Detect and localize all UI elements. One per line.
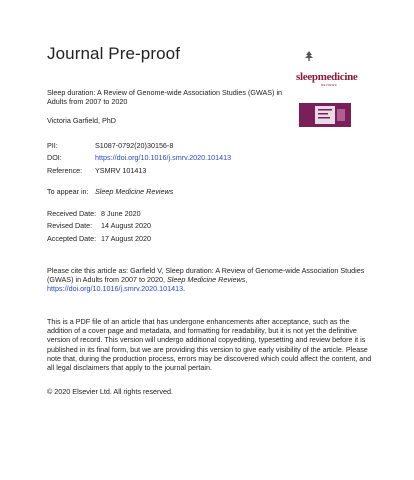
received-date-value: 8 June 2020 bbox=[101, 209, 141, 218]
citation-end: . bbox=[183, 284, 186, 294]
citation-text: Please cite this article as: Garfield V, Sleep duration: A Review of Genome-wide Association Studies (GWAS) in Adults from 2007 to 2020, bbox=[47, 266, 365, 285]
reference-value: YSMRV 101413 bbox=[95, 166, 147, 175]
pii-value: S1087-0792(20)30156-8 bbox=[95, 141, 174, 150]
citation-journal: Sleep Medicine Reviews bbox=[166, 275, 246, 285]
author-name: Victoria Garfield, PhD bbox=[47, 116, 116, 125]
doi-label: DOI: bbox=[47, 153, 62, 162]
revised-date-label: Revised Date: bbox=[47, 221, 93, 230]
journal-cover-image bbox=[299, 103, 351, 127]
pre-proof-notice: This is a PDF file of an article that has undergone enhancements after acceptance, such as the addition of a cover page and metadata, and formatting for readability, but it is not yet the definitive version of record. This version will undergo additional copyediting, typesetting and review before it is published in its final form, but we are providing this version to give early visibility of the article. Please note that, during the production process, errors may be discovered which could affect the content, and all legal disclaimers that apply to the journal pertain. bbox=[47, 317, 372, 373]
journal-logo-text: sleepmedicine bbox=[296, 71, 358, 83]
citation-doi-link[interactable]: https://doi.org/10.1016/j.smrv.2020.101413 bbox=[47, 284, 184, 294]
doi-link[interactable]: https://doi.org/10.1016/j.smrv.2020.101413 bbox=[95, 153, 232, 162]
citation-paragraph bbox=[47, 266, 367, 294]
accepted-date-label: Accepted Date: bbox=[47, 234, 97, 243]
copyright-notice: © 2020 Elsevier Ltd. All rights reserved. bbox=[47, 387, 173, 396]
received-date-label: Received Date: bbox=[47, 209, 97, 218]
article-title: Sleep duration: A Review of Genome-wide Association Studies (GWAS) in Adults from 2007 to 2020 bbox=[47, 88, 283, 106]
revised-date-value: 14 August 2020 bbox=[101, 221, 151, 230]
reference-label: Reference: bbox=[47, 166, 83, 175]
elsevier-tree-icon bbox=[303, 50, 315, 62]
citation-separator: , bbox=[245, 275, 248, 285]
journal-logo-subtitle: REVIEWS bbox=[321, 83, 337, 87]
pii-label: PII: bbox=[47, 141, 58, 150]
accepted-date-value: 17 August 2020 bbox=[101, 234, 151, 243]
appear-in-label: To appear in: bbox=[47, 187, 89, 196]
journal-title: Journal Pre-proof bbox=[47, 44, 181, 63]
appear-in-value: Sleep Medicine Reviews bbox=[95, 187, 174, 196]
